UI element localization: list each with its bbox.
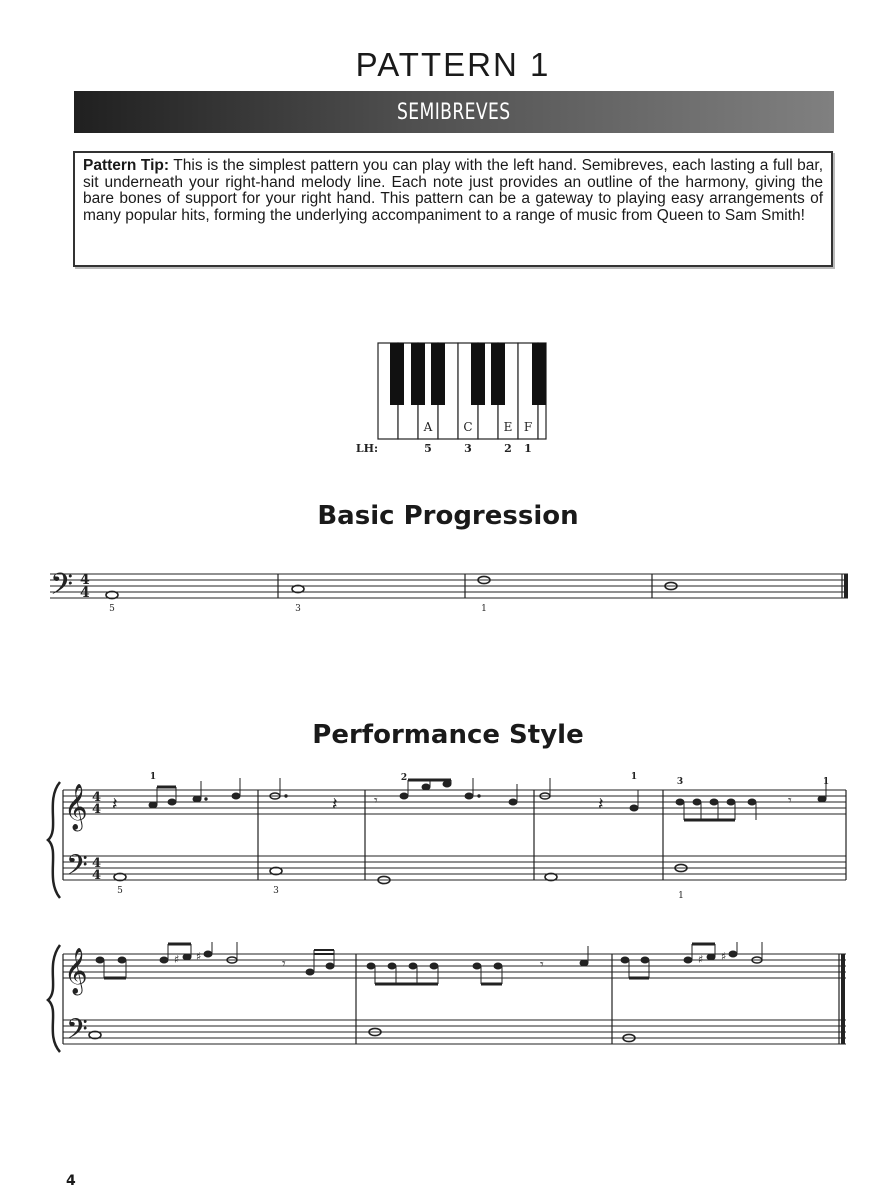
pattern-title: PATTERN 1 (355, 46, 551, 83)
bass-clef-icon: 𝄢 (66, 849, 88, 889)
pattern-banner (74, 91, 834, 133)
key-label-a: A (423, 420, 433, 434)
final-barline (841, 954, 845, 1044)
final-barline (844, 574, 848, 598)
black-key (491, 343, 505, 405)
fingering-label: 3 (273, 886, 279, 896)
eighth-rest-icon: 𝄾 (374, 793, 378, 809)
sharp-icon: ♯ (698, 953, 704, 966)
time-signature-bottom: 4 (92, 868, 102, 883)
eighth-rest-icon: 𝄾 (788, 793, 792, 809)
banner-label: SEMIBREVES (397, 99, 511, 125)
fingering-label: 3 (464, 442, 472, 455)
pattern-tip-box (73, 151, 833, 267)
sharp-icon: ♯ (721, 950, 727, 963)
fingering-label: 5 (109, 604, 115, 614)
fingering-label: 3 (676, 777, 684, 787)
brace (48, 782, 60, 898)
time-signature-top: 4 (92, 856, 102, 871)
hand-label: LH: (355, 442, 379, 455)
treble-clef-icon: 𝄞 (64, 948, 88, 994)
page-number: 4 (66, 1173, 76, 1189)
black-key (390, 343, 404, 405)
black-key (411, 343, 425, 405)
fingering-label: 1 (678, 891, 684, 901)
performance-style-heading: Performance Style (312, 720, 584, 750)
black-key (431, 343, 445, 405)
performance-staff-system-2 (0, 930, 896, 1060)
fingering-label: 1 (630, 772, 638, 782)
fingering-label: 3 (295, 604, 301, 614)
sharp-icon: ♯ (196, 950, 202, 963)
time-signature-top: 4 (80, 572, 90, 588)
tip-label: Pattern Tip: (83, 157, 170, 174)
basic-progression-staff (0, 560, 896, 620)
fingering-label: 1 (524, 442, 532, 455)
time-signature-top: 4 (92, 790, 102, 805)
black-key (532, 343, 546, 405)
brace (48, 945, 60, 1052)
bass-clef-icon: 𝄢 (50, 568, 74, 609)
black-key (471, 343, 485, 405)
bass-clef-icon: 𝄢 (66, 1013, 88, 1053)
fingering-label: 5 (424, 442, 432, 455)
quarter-rest-icon: 𝄽 (598, 794, 604, 815)
time-signature-bottom: 4 (80, 585, 90, 601)
sharp-icon: ♯ (174, 953, 180, 966)
key-label-c: C (463, 420, 473, 434)
fingering-label: 1 (149, 772, 157, 782)
fingering-label: 5 (117, 886, 123, 896)
treble-clef-icon: 𝄞 (64, 784, 88, 830)
key-label-f: F (523, 420, 533, 434)
quarter-rest-icon: 𝄽 (332, 794, 338, 815)
performance-staff-system-1 (0, 770, 896, 905)
keyboard-diagram (330, 335, 560, 460)
fingering-label: 2 (504, 442, 512, 455)
fingering-label: 1 (481, 604, 487, 614)
basic-progression-heading: Basic Progression (317, 501, 579, 531)
fingering-label: 2 (400, 773, 408, 783)
fingering-label: 1 (822, 777, 830, 787)
eighth-rest-icon: 𝄾 (282, 956, 286, 972)
key-label-e: E (503, 420, 513, 434)
time-signature-bottom: 4 (92, 802, 102, 817)
tip-text: This is the simplest pattern you can play with the left hand. Semibreves, each lasting a full bar, sit underneath your right-hand melody line. Each note just provides an outline of the harmony, giving the bare bones of support for your right hand. This pattern can be a gateway to playing easy arrangements of many popular hits, forming the underlying accompaniment to a range of music from Queen to Sam Smith! (83, 157, 824, 224)
quarter-rest-icon: 𝄽 (112, 794, 118, 815)
eighth-rest-icon: 𝄾 (540, 957, 544, 973)
